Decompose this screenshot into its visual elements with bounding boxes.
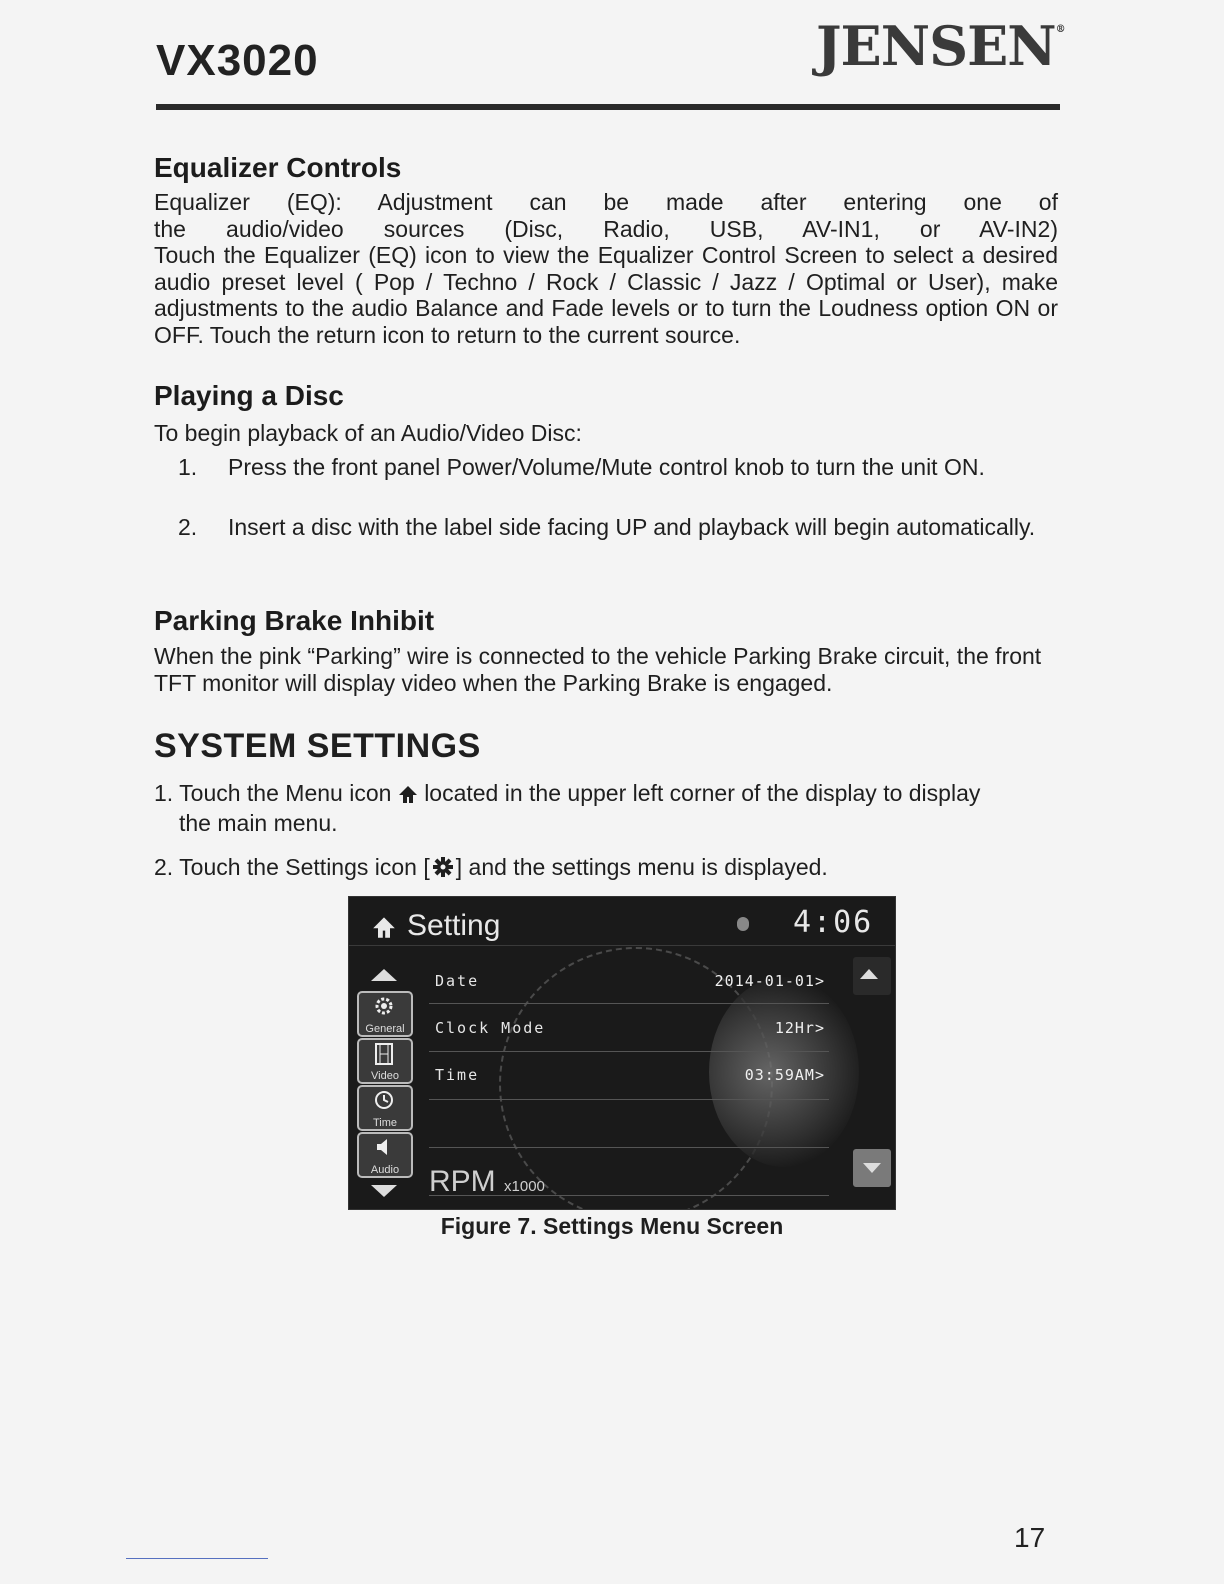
rpm-unit: x1000: [504, 1178, 545, 1195]
system-step-2: [154, 854, 828, 884]
disc-step-1-number: 1.: [178, 454, 198, 480]
parking-brake-text: When the pink “Parking” wire is connected to the vehicle Parking Brake circuit, the front TFT monitor will display video when the Parking Brake is engaged.: [154, 643, 1042, 696]
screen-header-divider: [349, 945, 895, 946]
playing-disc-heading: Playing a Disc: [154, 380, 344, 411]
row-date-label: Date: [435, 972, 480, 990]
disc-step-2-text: Insert a disc with the label side facing UP and playback will begin automatically.: [228, 514, 1036, 540]
system-step-1: [154, 780, 1058, 837]
settings-gear-icon: [430, 856, 456, 884]
row-divider: [429, 1099, 829, 1100]
system-step-1-pre: 1. Touch the Menu icon: [154, 780, 392, 806]
system-settings-heading: SYSTEM SETTINGS: [154, 727, 481, 765]
disc-step-1-text: Press the front panel Power/Volume/Mute control knob to turn the unit ON.: [228, 454, 985, 480]
side-tab-general-label: General: [365, 1023, 405, 1035]
equalizer-heading: Equalizer Controls: [154, 152, 402, 183]
side-tab-video[interactable]: [357, 1038, 413, 1084]
equalizer-line-1: Equalizer (EQ): Adjustment can be made after entering one of: [154, 189, 1058, 215]
list-scroll-up-button[interactable]: [853, 957, 891, 995]
brand-name: JENSEN: [816, 14, 1056, 78]
side-tab-video-label: Video: [371, 1070, 399, 1082]
equalizer-line-2: the audio/video sources (Disc, Radio, USB, AV-IN1, or AV-IN2): [154, 215, 1058, 242]
row-clock-mode-label: Clock Mode: [435, 1019, 546, 1037]
equalizer-paragraph: [154, 189, 1058, 348]
menu-scroll-down-icon[interactable]: [371, 1185, 397, 1197]
bluetooth-icon: [737, 917, 749, 931]
playing-disc-intro: To begin playback of an Audio/Video Disc:: [154, 420, 582, 446]
row-divider: [429, 1003, 829, 1004]
side-tab-time[interactable]: [357, 1085, 413, 1131]
rpm-label: RPM: [429, 1165, 496, 1198]
system-step-1-cont: the main menu.: [179, 810, 338, 836]
row-time-label: Time: [435, 1066, 480, 1084]
side-tab-audio[interactable]: [357, 1132, 413, 1178]
system-step-1-post: located in the upper left corner of the display to display: [424, 780, 981, 806]
system-step-2-post: ] and the settings menu is displayed.: [455, 854, 828, 880]
list-scroll-down-button[interactable]: [853, 1149, 891, 1187]
screen-clock: 4:06: [793, 905, 874, 940]
side-tab-general[interactable]: [357, 991, 413, 1037]
model-number: VX3020: [156, 36, 319, 85]
header-rule: [156, 104, 1060, 110]
row-time-value[interactable]: 03:59AM>: [744, 1066, 825, 1084]
footer-link-line: [126, 1558, 268, 1559]
list-scroll-down-icon: [863, 1163, 881, 1173]
side-tab-audio-label: Audio: [370, 1164, 400, 1176]
page-number: 17: [1014, 1522, 1046, 1553]
rpm-background-text: [429, 1165, 545, 1199]
parking-brake-heading: Parking Brake Inhibit: [154, 605, 435, 636]
row-clock-mode-value[interactable]: 12Hr>: [774, 1019, 825, 1037]
disc-step-2-number: 2.: [178, 514, 198, 540]
system-step-2-pre: 2. Touch the Settings icon [: [154, 854, 430, 880]
settings-screen-figure: [348, 896, 896, 1210]
row-date-value[interactable]: 2014-01-01>: [714, 972, 825, 990]
brand-logo: [816, 14, 1065, 78]
figure-caption: Figure 7. Settings Menu Screen: [440, 1213, 784, 1239]
registered-mark: ®: [1055, 24, 1065, 35]
equalizer-rest: Touch the Equalizer (EQ) icon to view the Equalizer Control Screen to select a desired audio preset level ( Pop / Techno / Rock / Classic / Jazz / Optimal or User), make adjustments to the audio Balance and Fade levels or to turn the Loudness option ON or OFF. Touch the return icon to return to the current source.: [154, 242, 1058, 348]
row-divider: [429, 1147, 829, 1148]
side-tab-time-label: Time: [372, 1117, 398, 1129]
home-menu-icon: [398, 783, 418, 810]
list-scroll-up-icon: [860, 969, 878, 979]
screen-title: Setting: [407, 909, 501, 942]
screen-home-icon[interactable]: [371, 915, 397, 944]
menu-scroll-up-icon[interactable]: [371, 969, 397, 981]
row-divider: [429, 1051, 829, 1052]
